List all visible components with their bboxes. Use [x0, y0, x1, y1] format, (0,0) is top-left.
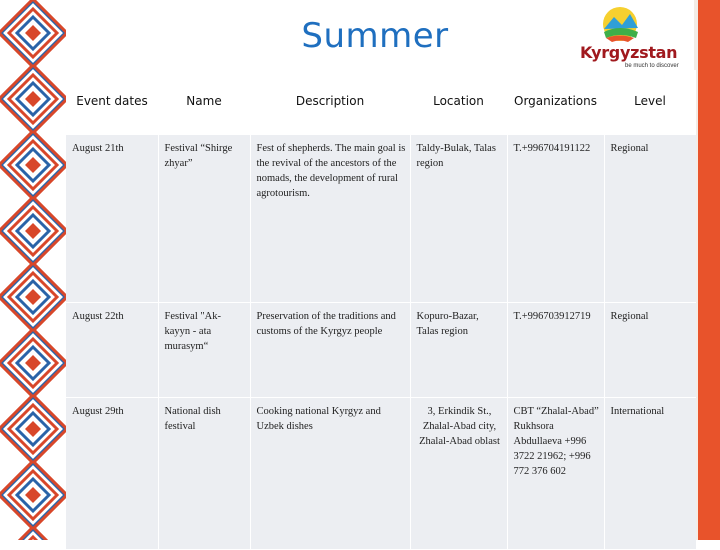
cell-level: Regional — [604, 303, 696, 398]
table-header-row — [66, 70, 696, 134]
cell-organization: CBT “Zhalal-Abad” Rukhsora Abdullaeva +996 3722 21962; +996 772 376 602 — [507, 398, 604, 550]
header-organizations: Organizations — [507, 70, 604, 134]
header-description: Description — [250, 70, 410, 134]
cell-name: Festival “Shirge zhyar” — [158, 134, 250, 303]
cell-organization: T.+996704191122 — [507, 134, 604, 303]
cell-description: Fest of shepherds. The main goal is the revival of the ancestors of the nomads, the development of rural agrotourism. — [250, 134, 410, 303]
header-level: Level — [604, 70, 696, 134]
cell-level: Regional — [604, 134, 696, 303]
cell-description: Preservation of the traditions and customs of the Kyrgyz people — [250, 303, 410, 398]
slide-title: Summer — [301, 16, 449, 56]
logo-wordmark: Kyrgyzstan — [580, 43, 678, 62]
logo-tagline: be much to discover — [625, 63, 679, 69]
cell-name: National dish festival — [158, 398, 250, 550]
cell-level: International — [604, 398, 696, 550]
decorative-border-pattern — [0, 0, 66, 540]
table-row — [66, 398, 696, 550]
kyrgyzstan-logo — [568, 2, 686, 76]
table-row — [66, 303, 696, 398]
cell-organization: T.+996703912719 — [507, 303, 604, 398]
cell-location: Taldy-Bulak, Talas region — [410, 134, 507, 303]
header-location: Location — [410, 70, 507, 134]
table-row — [66, 134, 696, 303]
header-name: Name — [158, 70, 250, 134]
header-event-dates: Event dates — [66, 70, 158, 134]
cell-date: August 21th — [66, 134, 158, 303]
right-accent-stripe — [698, 0, 720, 540]
cell-date: August 29th — [66, 398, 158, 550]
cell-date: August 22th — [66, 303, 158, 398]
cell-location: Kopuro-Bazar, Talas region — [410, 303, 507, 398]
cell-location: 3, Erkindik St., Zhalal-Abad city, Zhalal-Abad oblast — [410, 398, 507, 550]
cell-name: Festival "Ak-kayyn - ata murasym“ — [158, 303, 250, 398]
events-table — [66, 70, 696, 550]
cell-description: Cooking national Kyrgyz and Uzbek dishes — [250, 398, 410, 550]
